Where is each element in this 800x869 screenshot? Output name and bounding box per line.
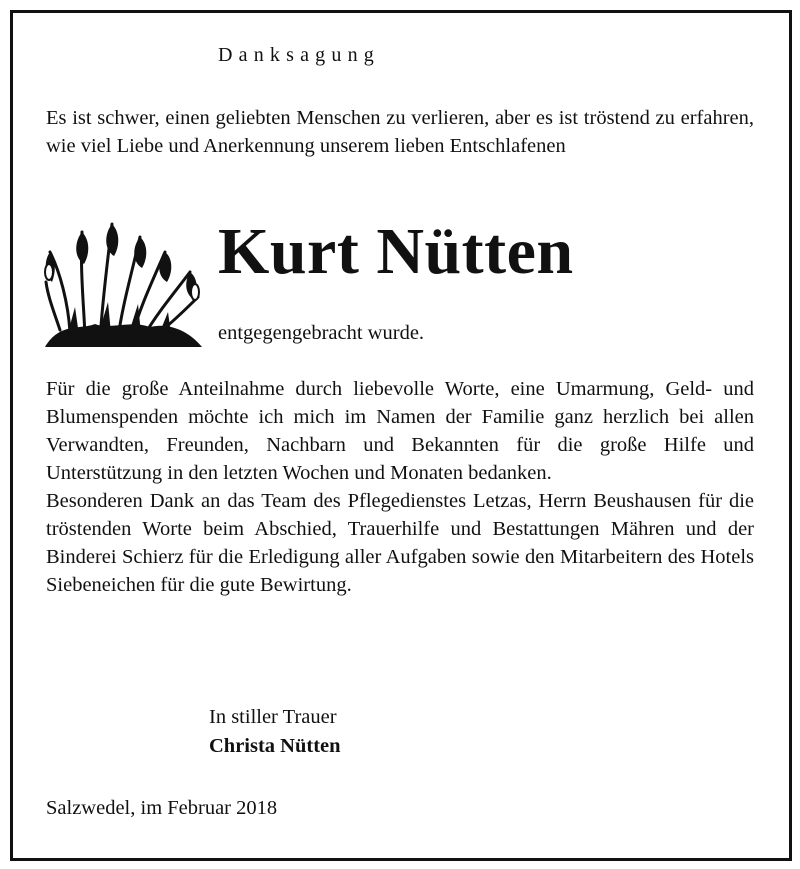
body-text: Für die große Anteilnahme durch liebevolle Worte, eine Umarmung, Geld- und Blumenspenden möchte ich mich im Namen der Familie ganz herzlich bei allen Verwandten, Freunden, Nachbarn und Bekannten für die große Hilfe und Unterstützung in den letzten Wochen und Monaten bedanken. <box>46 378 754 484</box>
place-date: Salzwedel, im Februar 2018 <box>46 797 278 819</box>
signer-name: Christa Nütten <box>209 735 341 757</box>
notice-title: Danksagung <box>218 44 380 66</box>
snowdrops-icon <box>40 212 205 352</box>
deceased-name: Kurt Nütten <box>218 215 574 288</box>
intro-paragraph: Es ist schwer, einen geliebten Menschen zu verlieren, aber es ist tröstend zu erfahren, wie viel Liebe und Anerkennung unserem lieben Entschlafenen <box>46 107 754 157</box>
signoff-line: In stiller Trauer <box>209 706 337 728</box>
special-thanks-text: Besonderen Dank an das Team des Pflegedienstes Letzas, Herrn Beushausen für die tröstenden Worte beim Abschied, Trauerhilfe und Bestattungen Mähren und der Binderei Schierz für die Erledigung aller Aufgaben sowie den Mitarbeitern des Hotels Siebeneichen für die gute Bewirtung. <box>46 490 754 596</box>
after-name-text: entgegengebracht wurde. <box>218 322 425 344</box>
thanks-paragraph <box>46 375 754 599</box>
